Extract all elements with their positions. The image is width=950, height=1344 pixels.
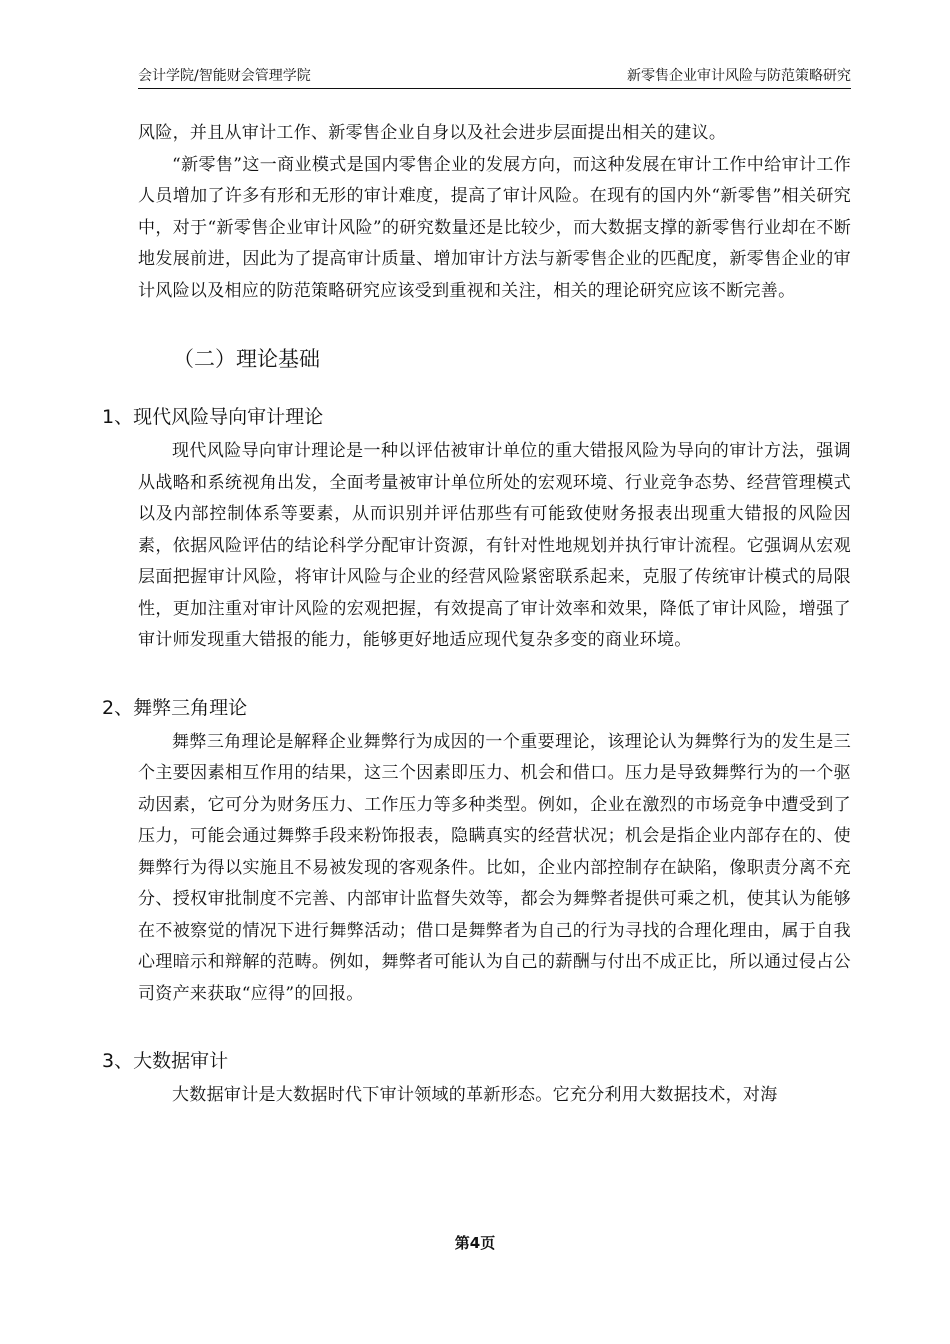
paragraph-risk-oriented-audit: 现代风险导向审计理论是一种以评估被审计单位的重大错报风险为导向的审计方法，强调从战略和系统视角出发，全面考量被审计单位所处的宏观环境、行业竞争态势、经营管理模式以及内部控制体系等要素，从而识别并评估那些有可能致使财务报表出现重大错报的风险因素，依据风险评估的结论科学分配审计资源，有针对性地规划并执行审计流程。它强调从宏观层面把握审计风险，将审计风险与企业的经营风险紧密联系起来，克服了传统审计模式的局限性，更加注重对审计风险的宏观把握，有效提高了审计效率和效果，降低了审计风险，增强了审计师发现重大错报的能力，能够更好地适应现代复杂多变的商业环境。 — [138, 441, 851, 650]
paragraph-big-data-audit: 大数据审计是大数据时代下审计领域的革新形态。它充分利用大数据技术，对海 — [172, 1085, 778, 1105]
header-school: 会计学院/智能财会管理学院 — [138, 68, 311, 84]
section-heading-theory: （二）理论基础 — [173, 347, 320, 371]
subheading-fraud-triangle: 2、舞弊三角理论 — [102, 696, 248, 719]
paragraph-new-retail: “新零售”这一商业模式是国内零售企业的发展方向，而这种发展在审计工作中给审计工作人员增加了许多有形和无形的审计难度，提高了审计风险。在现有的国内外“新零售”相关研究中，对于“新零售企业审计风险”的研究数量还是比较少，而大数据支撑的新零售行业却在不断地发展前进，因此为了提高审计质量、增加审计方法与新零售企业的匹配度，新零售企业的审计风险以及相应的防范策略研究应该受到重视和关注，相关的理论研究应该不断完善。 — [138, 154, 851, 301]
paragraph-fraud-triangle: 舞弊三角理论是解释企业舞弊行为成因的一个重要理论，该理论认为舞弊行为的发生是三个主要因素相互作用的结果，这三个因素即压力、机会和借口。压力是导致舞弊行为的一个驱动因素，它可分为财务压力、工作压力等多种类型。例如，企业在激烈的市场竞争中遭受到了压力，可能会通过舞弊手段来粉饰报表，隐瞒真实的经营状况；机会是指企业内部存在的、使舞弊行为得以实施且不易被发现的客观条件。比如，企业内部控制存在缺陷，像职责分离不充分、授权审批制度不完善、内部审计监督失效等，都会为舞弊者提供可乘之机，使其认为能够在不被察觉的情况下进行舞弊活动；借口是舞弊者为自己的行为寻找的合理化理由，属于自我心理暗示和辩解的范畴。例如，舞弊者可能认为自己的薪酬与付出不成正比，所以通过侵占公司资产来获取“应得”的回报。 — [138, 731, 851, 1004]
subheading-big-data-audit: 3、大数据审计 — [102, 1050, 229, 1072]
page-body — [102, 118, 851, 1112]
paragraph-continuation: 风险，并且从审计工作、新零售企业自身以及社会进步层面提出相关的建议。 — [138, 123, 727, 143]
page-number: 第4页 — [454, 1234, 496, 1252]
header-paper-title: 新零售企业审计风险与防范策略研究 — [627, 68, 851, 84]
page-header — [138, 66, 851, 89]
subheading-risk-oriented-audit: 1、现代风险导向审计理论 — [102, 406, 324, 428]
